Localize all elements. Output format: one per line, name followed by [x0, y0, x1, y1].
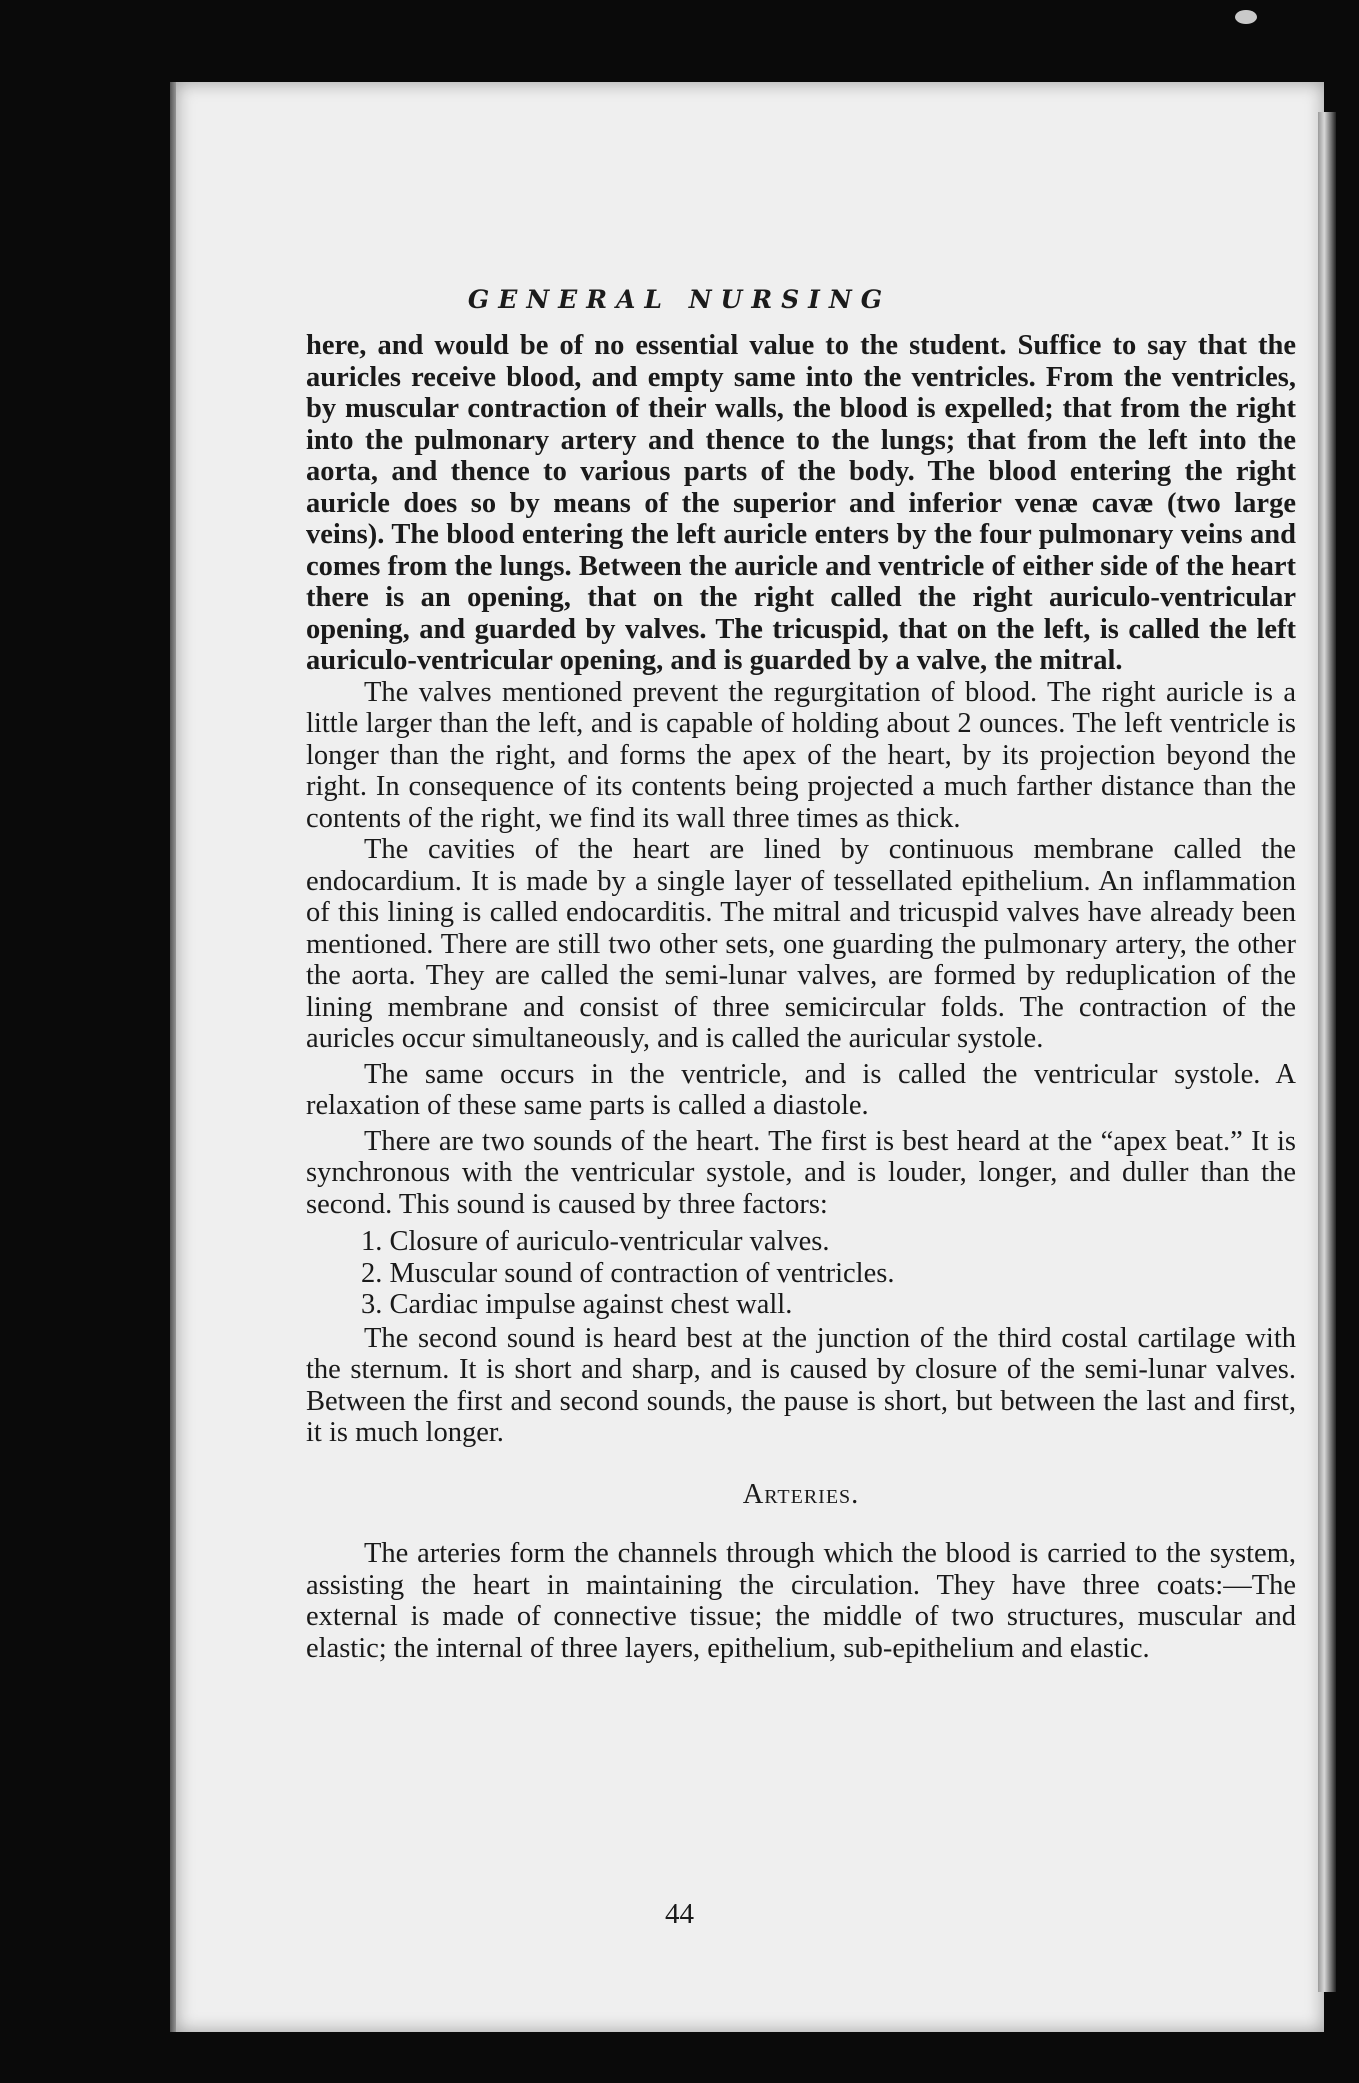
page-number: 44 [665, 1898, 694, 1930]
list-item: 3. Cardiac impulse against chest wall. [361, 1289, 793, 1320]
paragraph-cavities: The cavities of the heart are lined by continuous membrane called the endocardium. It is made by a single layer of tessellated epithelium. An inflammation of this lining is called endocarditis. The mitral and tricuspid valves have already been mentioned. There are still two other sets, one guarding the pulmonary artery, the other the aorta. They are called the semi-lunar valves, are formed by reduplication of the lining membrane and consist of three semicircular folds. The contraction of the auricles occur simultaneously, and is called the auricular systole. [306, 834, 1296, 1054]
running-head: GENERAL NURSING [467, 285, 892, 314]
dust-speck [1235, 10, 1257, 24]
paragraph-valves: The valves mentioned prevent the regurgitation of blood. The right auricle is a little larger than the left, and is capable of holding about 2 ounces. The left ventricle is longer than the right, and forms the apex of the heart, by its projection beyond the right. In consequence of its contents being projected a much farther distance than the contents of the right, we find its wall three times as thick. [306, 676, 1296, 834]
page-edge-right [1318, 112, 1336, 1992]
list-item: 1. Closure of auriculo-ventricular valves. [361, 1226, 830, 1257]
paragraph-arteries: The arteries form the channels through which the blood is carried to the system, assisting the heart in maintaining the circulation. They have three coats:—The external is made of connective tissue; the middle of two structures, muscular and elastic; the internal of three layers, epithelium, sub-epithelium and elastic. [306, 1538, 1296, 1664]
list-item: 2. Muscular sound of contraction of ventricles. [361, 1257, 895, 1289]
paragraph-auricles: here, and would be of no essential value to the student. Suffice to say that the auricles receive blood, and empty same into the ventricles. From the ventricles, by muscular contraction of their walls, the blood is expelled; that from the right into the pulmonary artery and thence to the lungs; that from the left into the aorta, and thence to various parts of the body. The blood entering the right auricle does so by means of the superior and inferior venæ cavæ (two large veins). The blood entering the left auricle enters by the four pulmonary veins and comes from the lungs. Between the auricle and ventricle of either side of the heart there is an opening, that on the right called the right auriculo-ventricular opening, and guarded by valves. The tricuspid, that on the left, is called the left auriculo-ventricular opening, and is guarded by a valve, the mitral. [306, 330, 1296, 676]
paragraph-systole: The same occurs in the ventricle, and is called the ventricular systole. A relaxation of these same parts is called a diastole. [306, 1058, 1296, 1121]
paragraph-heart-sounds: There are two sounds of the heart. The first is best heard at the “apex beat.” It is synchronous with the ventricular systole, and is louder, longer, and duller than the second. This sound is caused by three factors: [306, 1125, 1296, 1220]
section-heading: Arteries. [742, 1478, 860, 1510]
factor-list [306, 1226, 1296, 1321]
body-text [306, 330, 1296, 1664]
paragraph-second-sound: The second sound is heard best at the junction of the third costal cartilage with the sternum. It is short and sharp, and is caused by closure of the semi-lunar valves. Between the first and second sounds, the pause is short, but between the last and first, it is much longer. [306, 1322, 1296, 1448]
